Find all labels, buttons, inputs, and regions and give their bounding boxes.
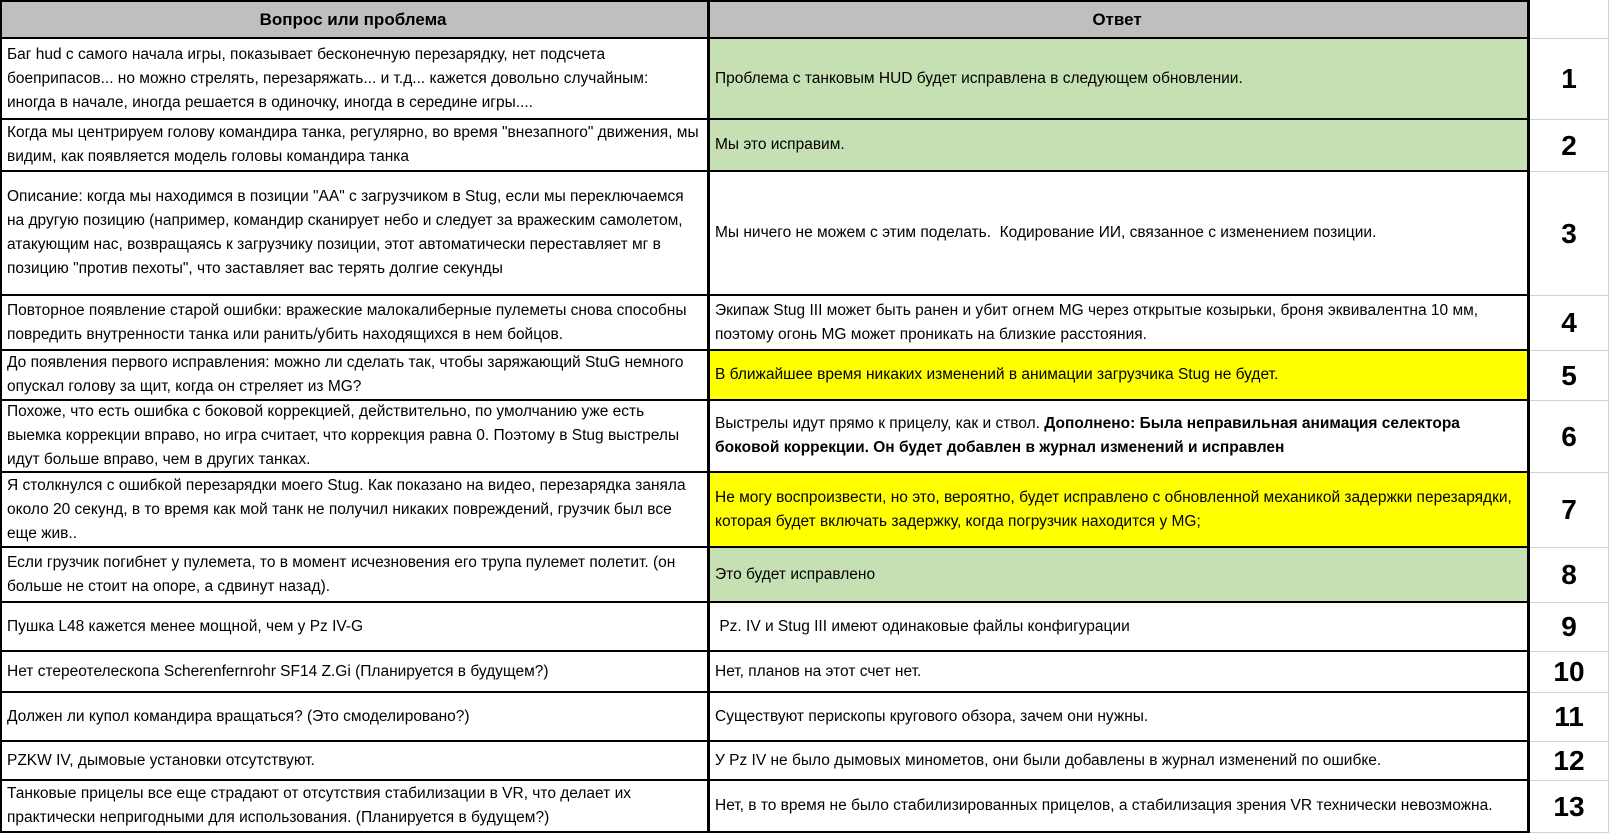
answer-cell[interactable] bbox=[710, 120, 1530, 172]
question-header-label: Вопрос или проблема bbox=[259, 9, 447, 29]
row-number: 12 bbox=[1553, 745, 1585, 776]
row-number: 8 bbox=[1561, 559, 1577, 590]
table-row bbox=[0, 652, 1612, 693]
answer-text: Нет, планов на этот счет нет. bbox=[715, 662, 922, 680]
row-number: 7 bbox=[1561, 494, 1577, 525]
question-cell[interactable] bbox=[0, 120, 710, 172]
answer-text: Выстрелы идут прямо к прицелу, как и ствол. Дополнено: Была неправильная анимация селектора боковой коррекции. Он будет добавлен в журнал изменений и исправлен bbox=[715, 415, 1465, 456]
answer-text: Нет, в то время не было стабилизированных прицелов, а стабилизация зрения VR технически невозможна. bbox=[715, 797, 1493, 814]
answer-text: Это будет исправлено bbox=[715, 565, 876, 583]
question-text: До появления первого исправления: можно ли сделать так, чтобы заряжающий StuG немного опускал голову за щит, когда он стреляет из MG? bbox=[7, 354, 688, 395]
question-cell[interactable] bbox=[0, 473, 710, 548]
table-row bbox=[0, 39, 1612, 120]
table-row bbox=[0, 172, 1612, 296]
answer-cell[interactable] bbox=[710, 548, 1530, 603]
question-cell[interactable] bbox=[0, 652, 710, 693]
answer-cell[interactable] bbox=[710, 401, 1530, 473]
question-text: Похоже, что есть ошибка с боковой коррекцией, действительно, по умолчанию уже есть выемка коррекции вправо, но игра считает, что коррекция равна 0. Поэтому в Stug выстрелы идут больше вправо, чем в других танках. bbox=[7, 403, 684, 468]
table-header-row bbox=[0, 0, 1612, 39]
question-text: Когда мы центрируем голову командира танка, регулярно, во время "внезапного" движения, мы видим, как появляется модель головы командира танка bbox=[7, 124, 703, 165]
row-number-cell[interactable] bbox=[1530, 351, 1609, 401]
table-row bbox=[0, 603, 1612, 652]
answer-cell[interactable] bbox=[710, 351, 1530, 401]
answer-text: У Pz IV не было дымовых минометов, они были добавлены в журнал изменений по ошибке. bbox=[715, 751, 1382, 769]
question-cell[interactable] bbox=[0, 781, 710, 833]
answer-text: Не могу воспроизвести, но это, вероятно, будет исправлено с обновленной механикой задержки перезарядки, которая будет включать задержку, когда погрузчик находится у MG; bbox=[715, 488, 1517, 530]
answer-column-header[interactable] bbox=[710, 0, 1530, 39]
answer-cell[interactable] bbox=[710, 172, 1530, 296]
row-number-cell[interactable] bbox=[1530, 473, 1609, 548]
question-cell[interactable] bbox=[0, 39, 710, 120]
question-text: PZKW IV, дымовые установки отсутствуют. bbox=[7, 751, 315, 769]
answer-text: Мы ничего не можем с этим поделать. Кодирование ИИ, связанное с изменением позиции. bbox=[715, 224, 1377, 241]
row-number-cell[interactable] bbox=[1530, 401, 1609, 473]
row-number: 6 bbox=[1561, 420, 1577, 452]
question-cell[interactable] bbox=[0, 548, 710, 603]
question-column-header[interactable] bbox=[0, 0, 710, 39]
row-number-cell[interactable] bbox=[1530, 693, 1609, 742]
answer-cell[interactable] bbox=[710, 296, 1530, 351]
table-row bbox=[0, 548, 1612, 603]
row-number-cell[interactable] bbox=[1530, 781, 1609, 833]
table-row bbox=[0, 742, 1612, 781]
answer-text: Проблема с танковым HUD будет исправлена в следующем обновлении. bbox=[715, 69, 1243, 87]
table-row bbox=[0, 401, 1612, 473]
answer-cell[interactable] bbox=[710, 473, 1530, 548]
answer-text: Существуют перископы кругового обзора, зачем они нужны. bbox=[715, 707, 1149, 725]
question-cell[interactable] bbox=[0, 401, 710, 473]
row-number: 13 bbox=[1553, 790, 1585, 822]
answer-header-label: Ответ bbox=[1092, 9, 1142, 29]
row-number-cell[interactable] bbox=[1530, 120, 1609, 172]
question-text: Если грузчик погибнет у пулемета, то в момент исчезновения его трупа пулемет полетит. (он больше не стоит на опоре, а сдвинут назад). bbox=[7, 553, 680, 595]
row-number-cell[interactable] bbox=[1530, 172, 1609, 296]
table-row bbox=[0, 351, 1612, 401]
question-text: Описание: когда мы находимся в позиции "AA" с загрузчиком в Stug, если мы переключаемся на другую позицию (например, командир сканирует небо и следует за вражеским самолетом, атакующим нас, возвращаясь к загрузчику позиции, этот автоматически переставляет мг в позицию "против пехоты", что заставляет вас терять долгие секунды bbox=[7, 188, 688, 277]
question-text: Танковые прицелы все еще страдают от отсутствия стабилизации в VR, что делает их практически непригодными для использования. (Планируется в будущем?) bbox=[7, 785, 636, 826]
question-text: Должен ли купол командира вращаться? (Это смоделировано?) bbox=[7, 707, 470, 725]
question-cell[interactable] bbox=[0, 351, 710, 401]
row-number: 5 bbox=[1561, 359, 1577, 391]
number-column-header[interactable] bbox=[1530, 0, 1609, 39]
answer-cell[interactable] bbox=[710, 603, 1530, 652]
answer-cell[interactable] bbox=[710, 693, 1530, 742]
question-cell[interactable] bbox=[0, 296, 710, 351]
answer-text: В ближайшее время никаких изменений в анимации загрузчика Stug не будет. bbox=[715, 366, 1279, 383]
row-number: 11 bbox=[1554, 701, 1584, 732]
answer-text: Мы это исправим. bbox=[715, 136, 845, 153]
row-number-cell[interactable] bbox=[1530, 296, 1609, 351]
question-text: Нет стереотелескопа Scherenfernrohr SF14 Z.Gi (Планируется в будущем?) bbox=[7, 662, 549, 680]
table-body bbox=[0, 39, 1612, 833]
row-number: 1 bbox=[1561, 63, 1577, 94]
question-text: Пушка L48 кажется менее мощной, чем у Pz IV-G bbox=[7, 617, 364, 635]
row-number: 4 bbox=[1561, 307, 1577, 338]
answer-text: Экипаж Stug III может быть ранен и убит огнем MG через открытые козырьки, броня эквивалентна 10 мм, поэтому огонь MG может проникать на близкие расстояния. bbox=[715, 301, 1483, 343]
answer-text: Pz. IV и Stug III имеют одинаковые файлы конфигурации bbox=[715, 617, 1130, 635]
question-text: Баг hud с самого начала игры, показывает бесконечную перезарядку, нет подсчета боеприпасов... но можно стрелять, перезаряжать... и т.д... кажется довольно случайным: иногда в начале, иногда решается в одиночку, иногда в середине игры.... bbox=[7, 45, 653, 111]
answer-cell[interactable] bbox=[710, 742, 1530, 781]
question-text: Повторное появление старой ошибки: вражеские малокалиберные пулеметы снова способны повредить внутренности танка или ранить/убить находящихся в нем бойцов. bbox=[7, 301, 691, 343]
row-number-cell[interactable] bbox=[1530, 603, 1609, 652]
row-number: 2 bbox=[1561, 129, 1577, 161]
table-row bbox=[0, 781, 1612, 833]
table-row bbox=[0, 693, 1612, 742]
question-cell[interactable] bbox=[0, 172, 710, 296]
answer-cell[interactable] bbox=[710, 39, 1530, 120]
table-row bbox=[0, 296, 1612, 351]
answer-cell[interactable] bbox=[710, 781, 1530, 833]
table-row bbox=[0, 120, 1612, 172]
answer-cell[interactable] bbox=[710, 652, 1530, 693]
row-number-cell[interactable] bbox=[1530, 548, 1609, 603]
question-cell[interactable] bbox=[0, 603, 710, 652]
question-text: Я столкнулся с ошибкой перезарядки моего Stug. Как показано на видео, перезарядка заняла около 20 секунд, в то время как мой танк не получил никаких повреждений, грузчик был все еще жив.. bbox=[7, 476, 690, 542]
row-number: 9 bbox=[1561, 611, 1577, 642]
row-number: 3 bbox=[1561, 217, 1577, 249]
question-cell[interactable] bbox=[0, 693, 710, 742]
row-number-cell[interactable] bbox=[1530, 39, 1609, 120]
table-row bbox=[0, 473, 1612, 548]
row-number-cell[interactable] bbox=[1530, 742, 1609, 781]
row-number: 10 bbox=[1553, 656, 1585, 687]
row-number-cell[interactable] bbox=[1530, 652, 1609, 693]
question-cell[interactable] bbox=[0, 742, 710, 781]
